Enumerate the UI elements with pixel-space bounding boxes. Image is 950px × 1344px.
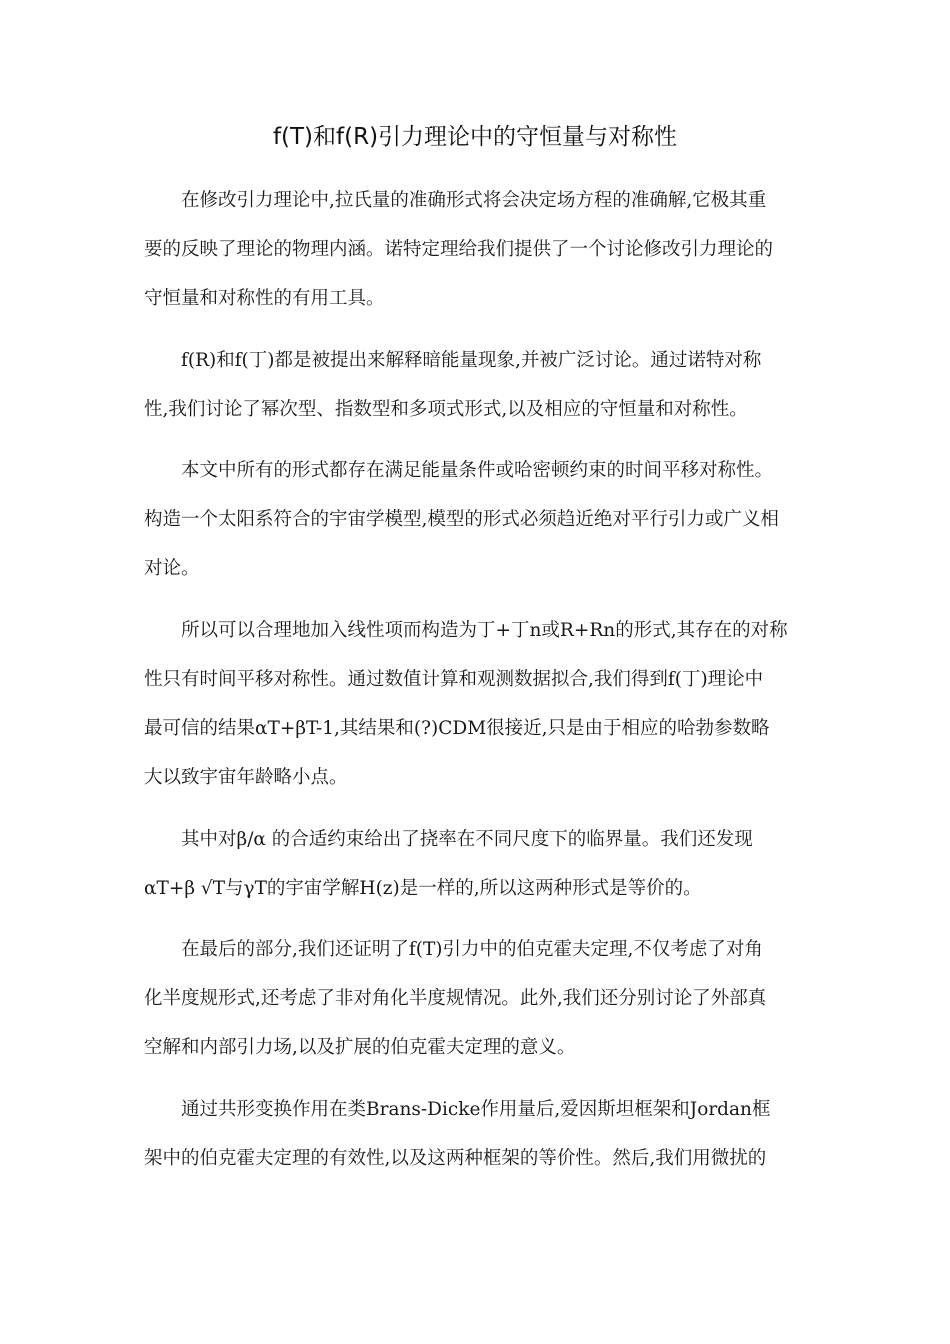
paragraph-5-line-2: αT+β √T与γT的宇宙学解H(z)是一样的,所以这两种形式是等价的。 — [144, 878, 702, 899]
paragraph-3-line-3: 对论。 — [144, 558, 200, 579]
paragraph-4-line-2: 性只有时间平移对称性。通过数值计算和观测数据拟合,我们得到f(丁)理论中 — [144, 669, 764, 690]
paragraph-6-line-2: 化半度规形式,还考虑了非对角化半度规情况。此外,我们还分别讨论了外部真 — [144, 988, 767, 1009]
paragraph-1-line-1: 在修改引力理论中,拉氏量的准确形式将会决定场方程的准确解,它极其重 — [181, 190, 767, 211]
paragraph-4-line-4: 大以致宇宙年龄略小点。 — [144, 767, 348, 788]
paragraph-5-line-1: 其中对β/α 的合适约束给出了挠率在不同尺度下的临界量。我们还发现 — [181, 829, 753, 850]
document-title: f(T)和f(R)引力理论中的守恒量与对称性 — [272, 124, 678, 150]
paragraph-2-line-1: f(R)和f(丁)都是被提出来解释暗能量现象,并被广泛讨论。通过诺特对称 — [181, 350, 762, 371]
paragraph-2-line-2: 性,我们讨论了幂次型、指数型和多项式形式,以及相应的守恒量和对称性。 — [144, 399, 748, 420]
paragraph-1-line-3: 守恒量和对称性的有用工具。 — [144, 288, 385, 309]
paragraph-3-line-1: 本文中所有的形式都存在满足能量条件或哈密顿约束的时间平移对称性。 — [181, 460, 774, 481]
paragraph-6-line-1: 在最后的部分,我们还证明了f(T)引力中的伯克霍夫定理,不仅考虑了对角 — [181, 939, 763, 960]
paragraph-3-line-2: 构造一个太阳系符合的宇宙学模型,模型的形式必须趋近绝对平行引力或广义相 — [144, 509, 779, 530]
paragraph-7-line-1: 通过共形变换作用在类Brans-Dicke作用量后,爱因斯坦框架和Jordan框 — [181, 1099, 771, 1120]
paragraph-6-line-3: 空解和内部引力场,以及扩展的伯克霍夫定理的意义。 — [144, 1037, 576, 1058]
paragraph-4-line-3: 最可信的结果αT+βT-1,其结果和(?)CDM很接近,只是由于相应的哈勃参数略 — [144, 718, 770, 739]
paragraph-7-line-2: 架中的伯克霍夫定理的有效性,以及这两种框架的等价性。然后,我们用微扰的 — [144, 1148, 767, 1169]
paragraph-4-line-1: 所以可以合理地加入线性项而构造为丁+丁n或R+Rn的形式,其存在的对称 — [181, 620, 788, 641]
paragraph-1-line-2: 要的反映了理论的物理内涵。诺特定理给我们提供了一个讨论修改引力理论的 — [144, 239, 774, 260]
